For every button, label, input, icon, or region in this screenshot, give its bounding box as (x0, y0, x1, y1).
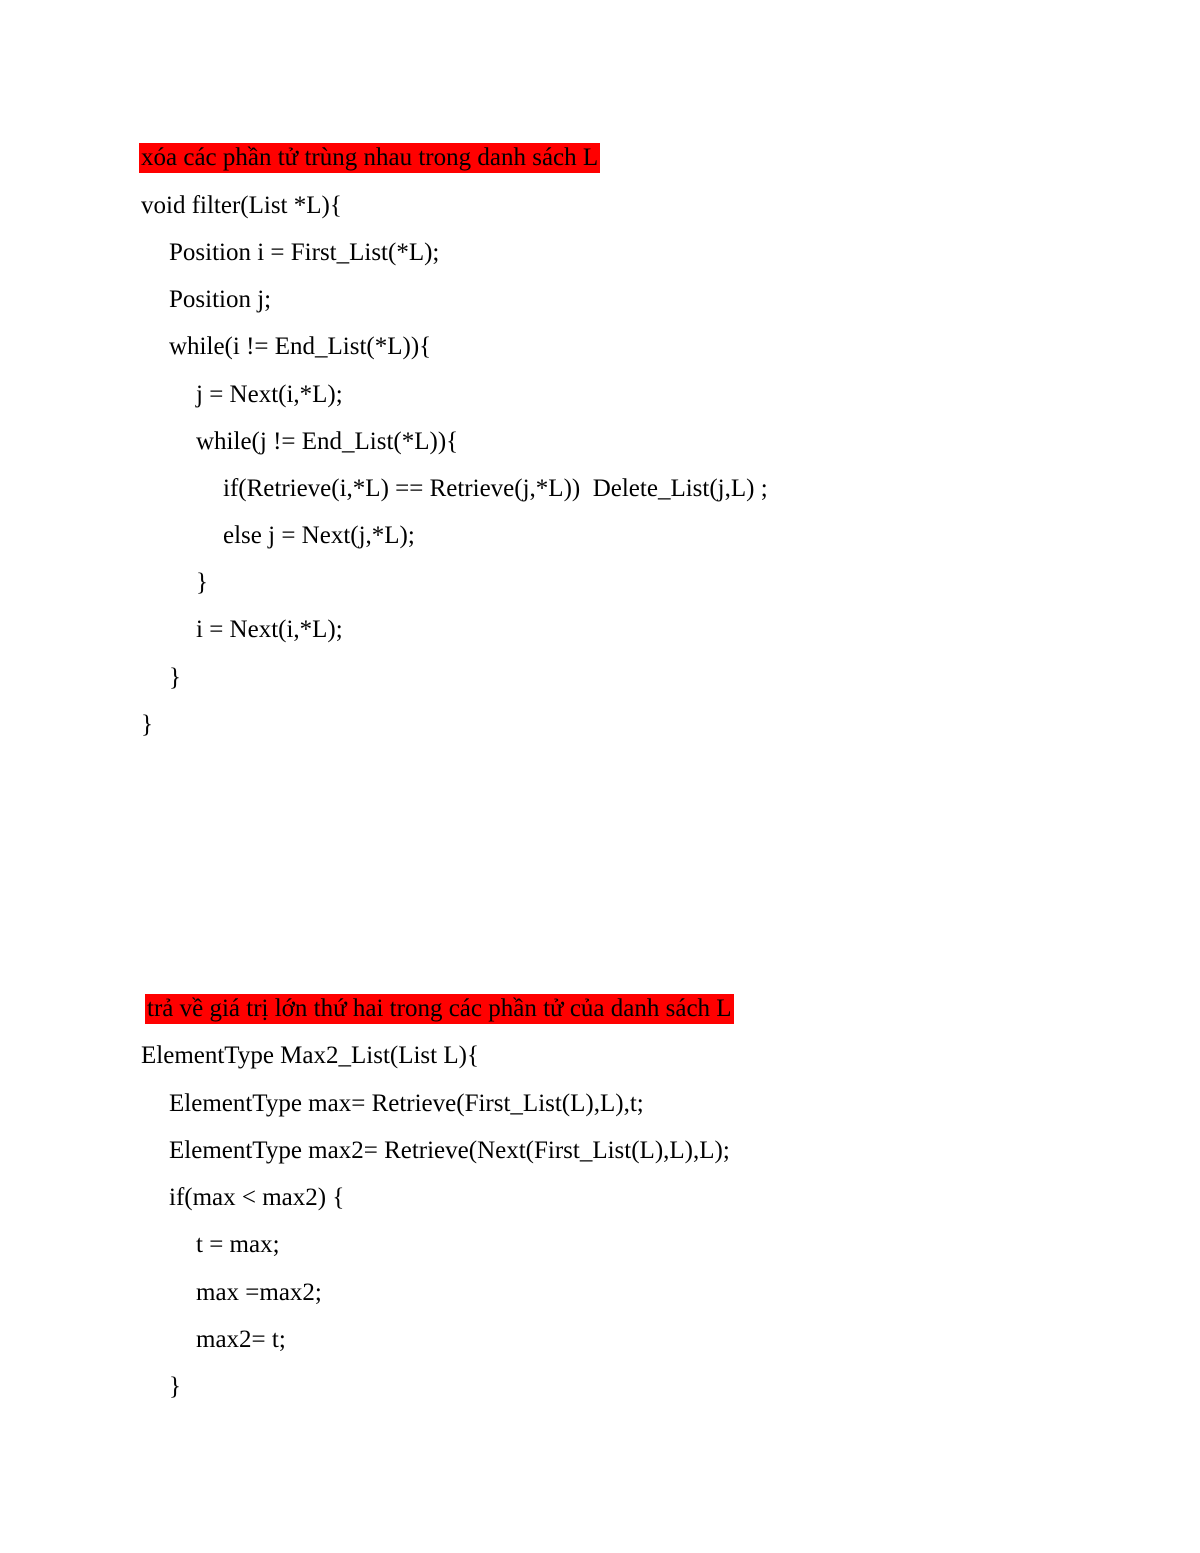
code-line: } (141, 711, 153, 738)
code-line: if(max < max2) { (169, 1184, 345, 1211)
code-line: j = Next(i,*L); (196, 381, 343, 408)
code-line: if(Retrieve(i,*L) == Retrieve(j,*L)) Delete_List(j,L) ; (223, 475, 768, 502)
section-heading-max2: trả về giá trị lớn thứ hai trong các phần tử của danh sách L (147, 995, 732, 1022)
code-line: i = Next(i,*L); (196, 616, 343, 643)
code-line: } (196, 569, 208, 596)
code-line: max2= t; (196, 1326, 286, 1353)
code-line: else j = Next(j,*L); (223, 522, 415, 549)
code-line: ElementType Max2_List(List L){ (141, 1042, 479, 1069)
section-heading-filter: xóa các phần tử trùng nhau trong danh sách L (141, 144, 599, 171)
code-line: while(j != End_List(*L)){ (196, 428, 459, 455)
code-line: Position i = First_List(*L); (169, 239, 440, 266)
code-line: ElementType max2= Retrieve(Next(First_List(L),L),L); (169, 1137, 730, 1164)
code-line: max =max2; (196, 1279, 322, 1306)
code-line: } (169, 1373, 181, 1400)
code-line: while(i != End_List(*L)){ (169, 333, 432, 360)
code-line: } (169, 664, 181, 691)
code-line: t = max; (196, 1231, 280, 1258)
code-line: ElementType max= Retrieve(First_List(L),L),t; (169, 1090, 644, 1117)
code-line: void filter(List *L){ (141, 192, 342, 219)
code-line: Position j; (169, 286, 272, 313)
